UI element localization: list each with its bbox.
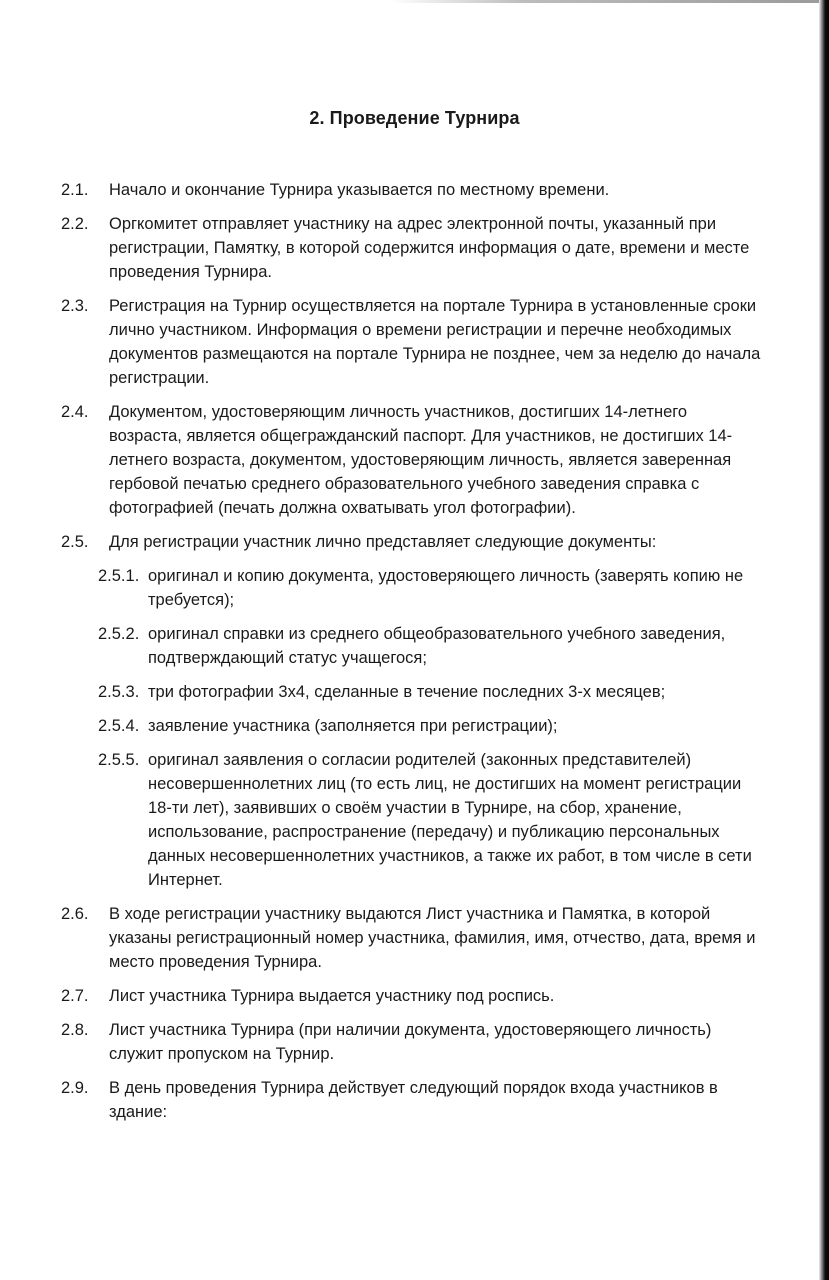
- scan-edge-top: [390, 0, 829, 3]
- clause-2-3: [0, 294, 829, 390]
- clause-number: 2.7.: [61, 987, 89, 1005]
- clause-2-6: [0, 902, 829, 974]
- document-body: [0, 178, 829, 1124]
- clause-number: 2.5.5.: [98, 751, 140, 769]
- clause-number: 2.3.: [61, 297, 89, 315]
- section-heading: 2. Проведение Турнира: [309, 108, 520, 128]
- clause-text: Для регистрации участник лично представляет следующие документы:: [109, 533, 657, 551]
- clause-number: 2.4.: [61, 403, 89, 421]
- clause-text: Оргкомитет отправляет участнику на адрес электронной почты, указанный при регистрации, Памятку, в которой содержится информация о дате, времени и месте проведения Турнира.: [109, 215, 750, 281]
- clause-text: оригинал и копию документа, удостоверяющего личность (заверять копию не требуется);: [148, 567, 744, 609]
- clause-text: Лист участника Турнира выдается участнику под роспись.: [109, 987, 555, 1005]
- clause-text: Документом, удостоверяющим личность участников, достигших 14-летнего возраста, является общегражданский паспорт. Для участников, не достигших 14-летнего возраста, документом, удостоверяющим личность, является заверенная гербовой печатью среднего образовательного учебного заведения справка с фотографией (печать должна охватывать угол фотографии).: [109, 403, 733, 517]
- clause-number: 2.9.: [61, 1079, 89, 1097]
- clause-text: оригинал заявления о согласии родителей (законных представителей) несовершеннолетних лиц (то есть лиц, не достигших на момент регистрации 18-ти лет), заявивших о своём участии в Турнире, на сбор, хранение, использование, распространение (передачу) и публикацию персональных данных несовершеннолетних участников, а также их работ, в том числе в сети Интернет.: [148, 751, 752, 889]
- clause-number: 2.6.: [61, 905, 89, 923]
- clause-number: 2.5.1.: [98, 567, 140, 585]
- clause-text: Регистрация на Турнир осуществляется на портале Турнира в установленные сроки лично участником. Информация о времени регистрации и перечне необходимых документов размещаются на портале Турнира не позднее, чем за неделю до начала регистрации.: [109, 297, 761, 387]
- clause-2-5: [0, 530, 829, 554]
- clause-2-2: [0, 212, 829, 284]
- clause-2-7: [0, 984, 829, 1008]
- clause-number: 2.5.4.: [98, 717, 140, 735]
- clause-text: заявление участника (заполняется при регистрации);: [148, 717, 558, 735]
- clause-text: В день проведения Турнира действует следующий порядок входа участников в здание:: [109, 1079, 718, 1121]
- clause-number: 2.2.: [61, 215, 89, 233]
- clause-2-5-2: [0, 622, 829, 670]
- clause-number: 2.5.3.: [98, 683, 140, 701]
- clause-number: 2.1.: [61, 181, 89, 199]
- clause-2-4: [0, 400, 829, 520]
- clause-2-5-5: [0, 748, 829, 892]
- clause-2-8: [0, 1018, 829, 1066]
- clause-2-5-3: [0, 680, 829, 704]
- clause-text: Начало и окончание Турнира указывается по местному времени.: [109, 181, 610, 199]
- clause-number: 2.5.: [61, 533, 89, 551]
- clause-2-9: [0, 1076, 829, 1124]
- clause-2-5-4: [0, 714, 829, 738]
- clause-text: три фотографии 3х4, сделанные в течение последних 3-х месяцев;: [148, 683, 666, 701]
- clause-text: В ходе регистрации участнику выдаются Лист участника и Памятка, в которой указаны регистрационный номер участника, фамилия, имя, отчество, дата, время и место проведения Турнира.: [109, 905, 756, 971]
- clause-number: 2.5.2.: [98, 625, 140, 643]
- clause-2-5-1: [0, 564, 829, 612]
- clause-text: оригинал справки из среднего общеобразовательного учебного заведения, подтверждающий статус учащегося;: [148, 625, 726, 667]
- clause-number: 2.8.: [61, 1021, 89, 1039]
- clause-2-1: [0, 178, 829, 202]
- clause-text: Лист участника Турнира (при наличии документа, удостоверяющего личность) служит пропуском на Турнир.: [109, 1021, 712, 1063]
